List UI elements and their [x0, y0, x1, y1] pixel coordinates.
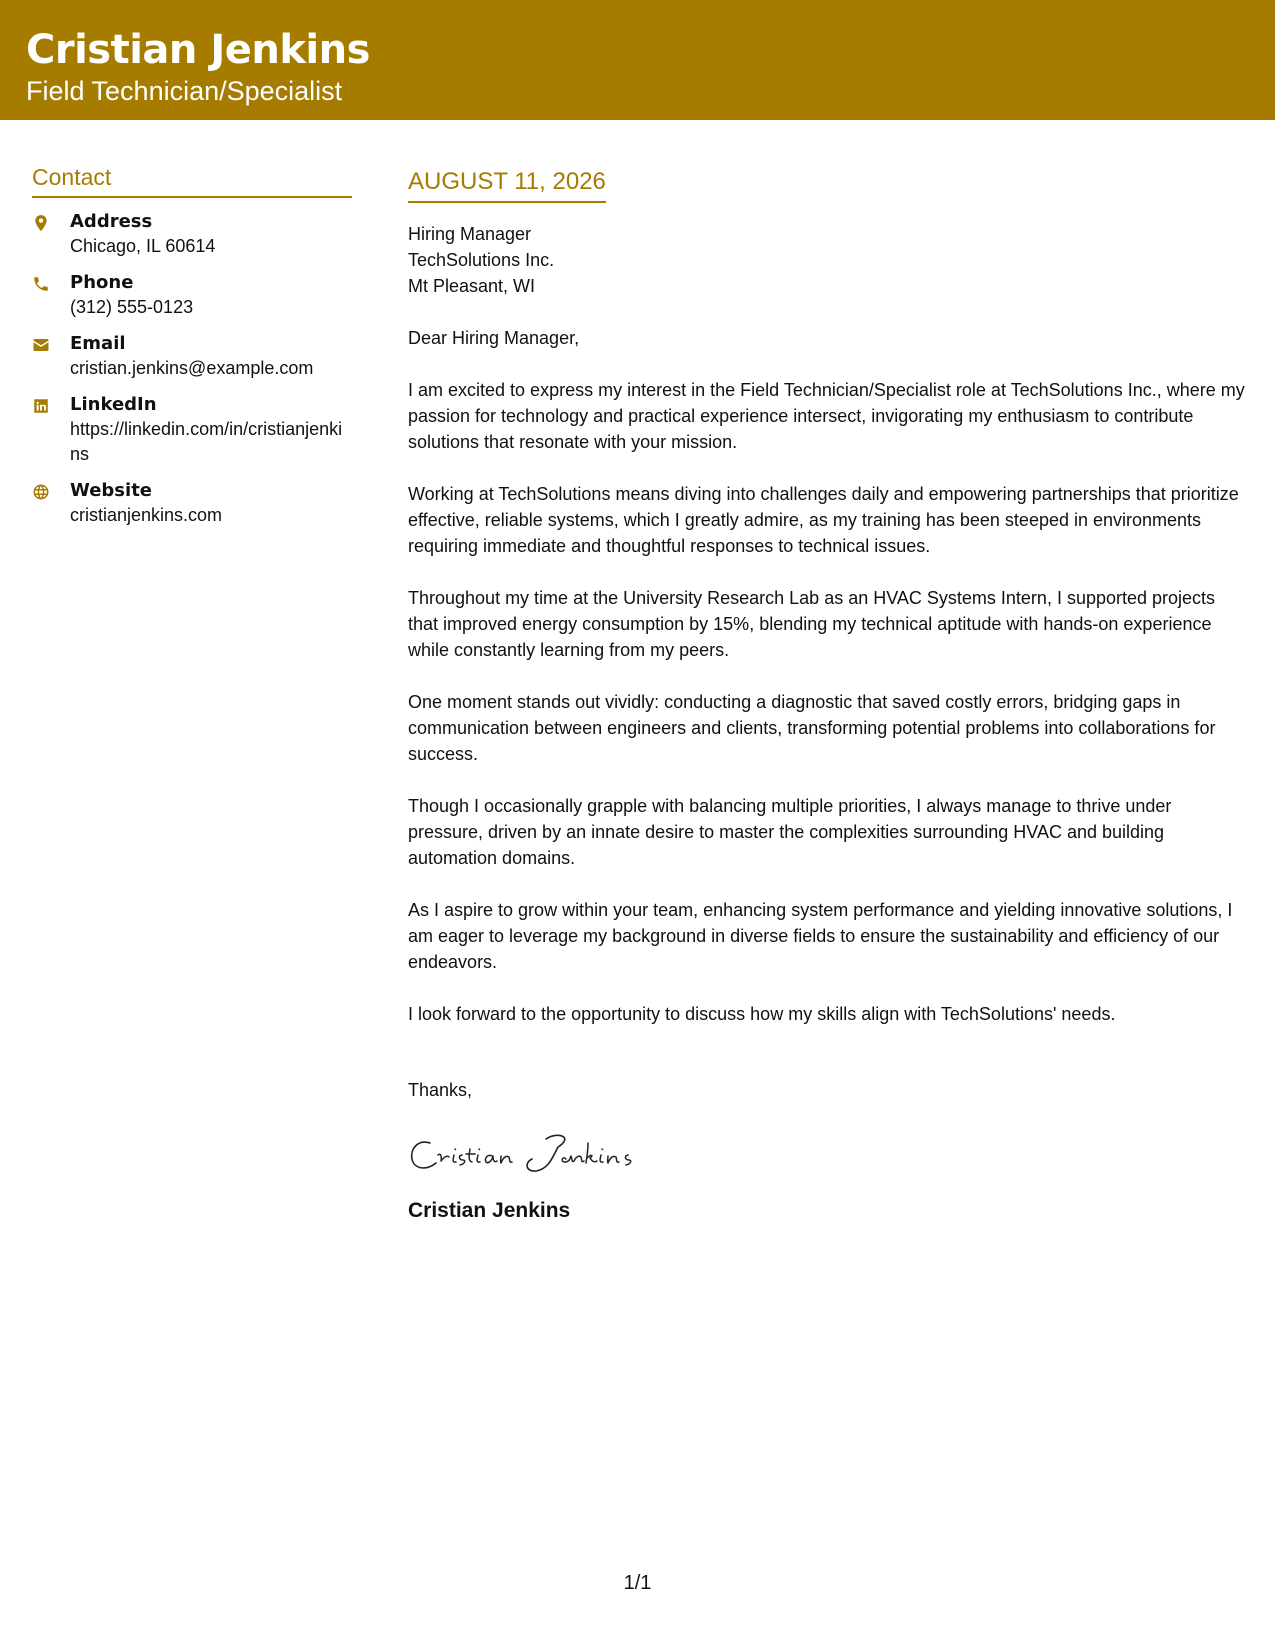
- contact-value: cristian.jenkins@example.com: [70, 358, 314, 378]
- recipient-line: Mt Pleasant, WI: [408, 276, 536, 296]
- contact-item-linkedin: [32, 393, 352, 467]
- recipient-line: Hiring Manager: [408, 224, 532, 244]
- letter-paragraph: As I aspire to grow within your team, enhancing system performance and yielding innovative solutions, I am eager to leverage my background in diverse fields to ensure the sustainability and efficiency of our endeavors.: [408, 900, 1233, 972]
- contact-value: Chicago, IL 60614: [70, 236, 216, 256]
- letter-body: [408, 165, 1248, 1225]
- contact-value: (312) 555-0123: [70, 297, 194, 317]
- recipient-line: TechSolutions Inc.: [408, 250, 555, 270]
- linkedin-icon: [32, 393, 70, 467]
- contact-sidebar: [32, 160, 352, 540]
- page-header: [0, 0, 1275, 120]
- contact-label: Email: [70, 333, 126, 354]
- letter-date: AUGUST 11, 2026: [408, 165, 606, 203]
- contact-item-website: [32, 479, 352, 528]
- letter-paragraph: Working at TechSolutions means diving into challenges daily and empowering partnerships that prioritize effective, reliable systems, which I greatly admire, as my training has been steeped in environments requiring immediate and thoughtful responses to technical issues.: [408, 484, 1239, 556]
- applicant-name: Cristian Jenkins: [26, 27, 370, 73]
- contact-label: Website: [70, 480, 153, 501]
- contact-label: Address: [70, 211, 153, 232]
- signer-name: Cristian Jenkins: [408, 1199, 571, 1222]
- contact-value: https://linkedin.com/in/cristianjenkins: [70, 419, 343, 464]
- phone-icon: [32, 271, 70, 320]
- letter-closing: Thanks,: [408, 1080, 473, 1100]
- contact-section-title: Contact: [32, 160, 352, 198]
- contact-label: LinkedIn: [70, 394, 157, 415]
- contact-label: Phone: [70, 272, 134, 293]
- letter-paragraph: Throughout my time at the University Research Lab as an HVAC Systems Intern, I supported projects that improved energy consumption by 15%, blending my technical aptitude with hands-on experience while constantly learning from my peers.: [408, 588, 1216, 660]
- map-pin-icon: [32, 210, 70, 259]
- letter-paragraph: I am excited to express my interest in the Field Technician/Specialist role at TechSolutions Inc., where my passion for technology and practical experience intersect, invigorating my enthusiasm to contribute solutions that resonate with your mission.: [408, 380, 1245, 452]
- contact-list: [32, 210, 352, 528]
- letter-paragraph: Though I occasionally grapple with balancing multiple priorities, I always manage to thrive under pressure, driven by an innate desire to master the complexities surrounding HVAC and building automation domains.: [408, 796, 1172, 868]
- page-number: 1/1: [623, 1572, 652, 1594]
- letter-greeting: Dear Hiring Manager,: [408, 328, 580, 348]
- contact-item-phone: [32, 271, 352, 320]
- letter-paragraph: I look forward to the opportunity to discuss how my skills align with TechSolutions' needs.: [408, 1004, 1116, 1024]
- recipient-block: [408, 221, 1248, 299]
- contact-item-address: [32, 210, 352, 259]
- contact-value: cristianjenkins.com: [70, 505, 223, 525]
- letter-paragraph: One moment stands out vividly: conducting a diagnostic that saved costly errors, bridging gaps in communication between engineers and clients, transforming potential problems into collaborations for success.: [408, 692, 1216, 764]
- email-icon: [32, 332, 70, 381]
- globe-icon: [32, 479, 70, 528]
- handwritten-signature: [408, 1125, 1248, 1185]
- applicant-role: Field Technician/Specialist: [26, 76, 343, 106]
- contact-item-email: [32, 332, 352, 381]
